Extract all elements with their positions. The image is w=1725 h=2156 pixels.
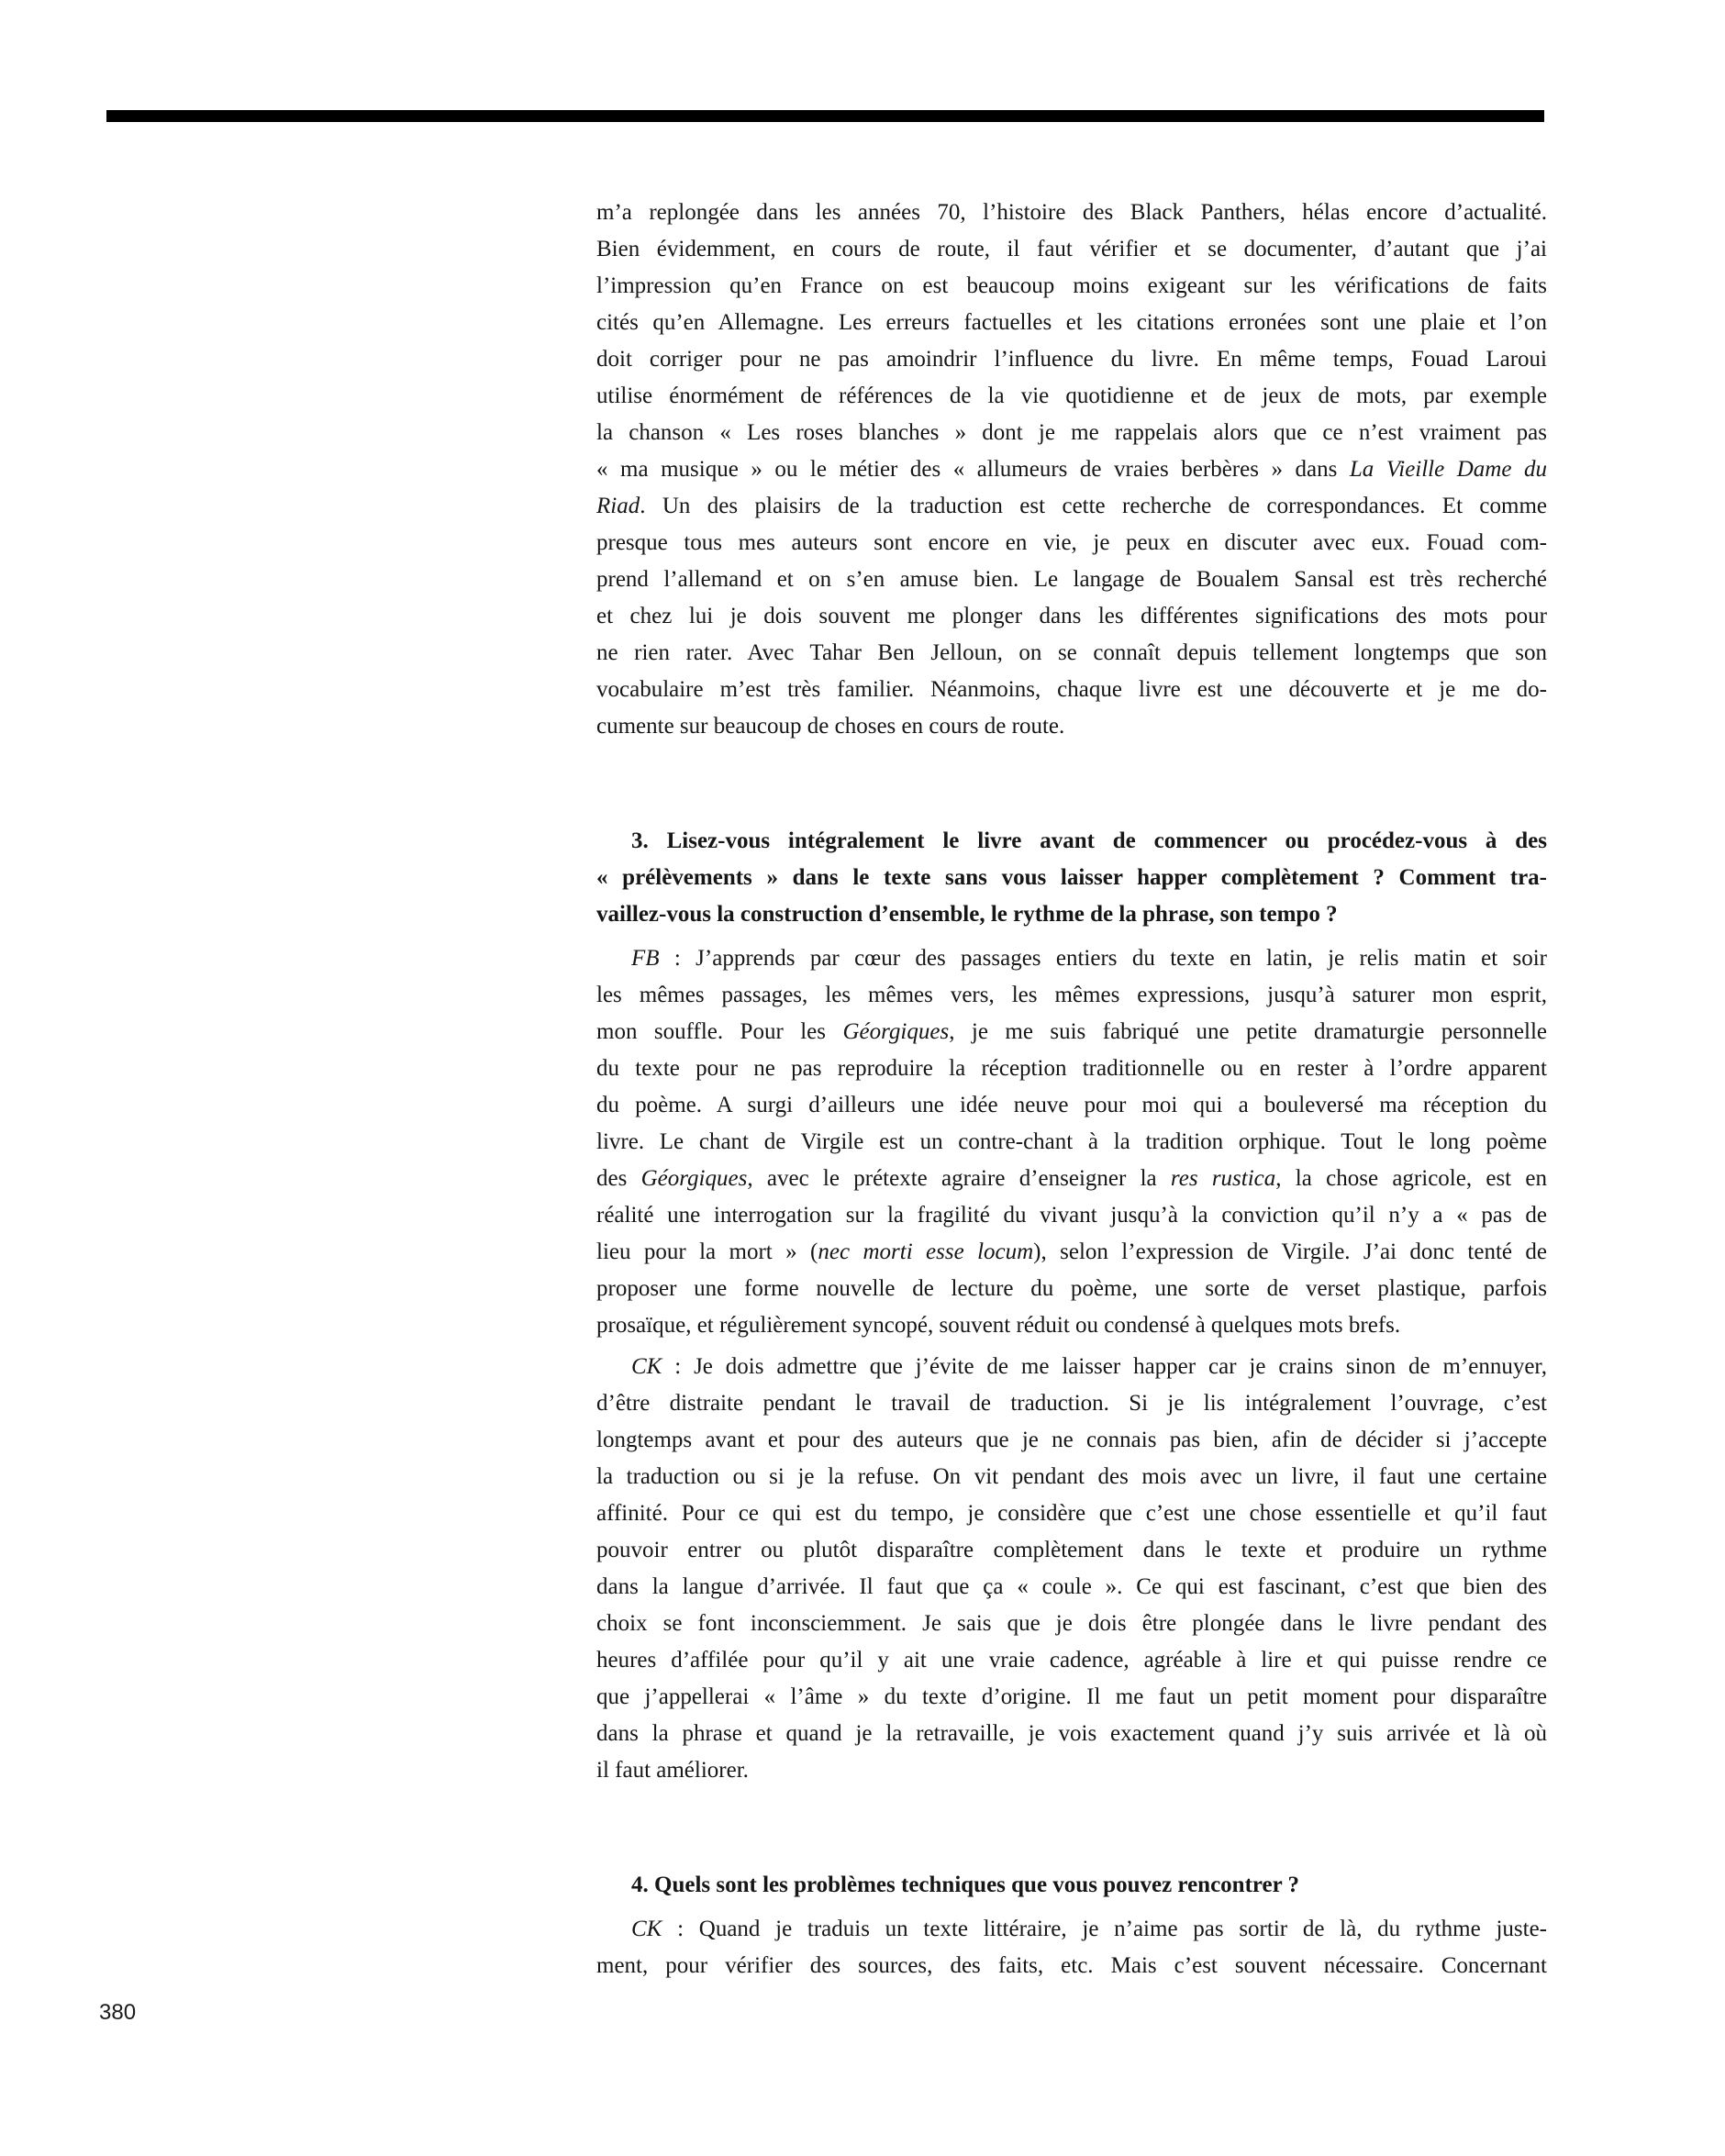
text-line	[596, 1161, 1547, 1197]
text-line	[596, 1911, 1547, 1948]
body-text: lieu pour la mort » (	[596, 1239, 818, 1264]
text-line	[596, 1606, 1547, 1642]
text-line	[596, 1349, 1547, 1385]
body-text: les mêmes passages, les mêmes vers, les mêmes expressions, jusqu’à saturer mon esprit,	[596, 983, 1547, 1007]
text-line	[596, 672, 1547, 708]
body-text: heures d’affilée pour qu’il y ait une vraie cadence, agréable à lire et qui puisse rendre ce	[596, 1648, 1547, 1673]
italic-text: res rustica	[1170, 1166, 1276, 1191]
body-text: vocabulaire m’est très familier. Néanmoins, chaque livre est une découverte et je me do-	[596, 677, 1547, 702]
italic-text: La Vieille Dame du	[1349, 457, 1547, 482]
body-text: ne rien rater. Avec Tahar Ben Jelloun, on se connaît depuis tellement longtemps que son	[596, 640, 1547, 665]
body-text: ment, pour vérifier des sources, des faits, etc. Mais c’est souvent nécessaire. Concernant	[596, 1953, 1547, 1978]
body-text: livre. Le chant de Virgile est un contre-chant à la tradition orphique. Tout le long poème	[596, 1129, 1547, 1154]
body-text: cités qu’en Allemagne. Les erreurs factuelles et les citations erronées sont une plaie et l’on	[596, 310, 1547, 335]
page-number: 380	[99, 2000, 137, 2025]
body-text: prend l’allemand et on s’en amuse bien. Le langage de Boualem Sansal est très recherché	[596, 567, 1547, 592]
body-text: cumente sur beaucoup de choses en cours de route.	[596, 714, 1065, 739]
body-text: des	[596, 1166, 641, 1191]
text-line	[596, 708, 1547, 745]
text-line	[596, 561, 1547, 598]
body-text: : J’apprends par cœur des passages entiers du texte en latin, je relis matin et soir	[659, 946, 1547, 971]
body-text: 4. Quels sont les problèmes techniques que vous pouvez rencontrer ?	[631, 1873, 1300, 1897]
body-text: du texte pour ne pas reproduire la réception traditionnelle ou en rester à l’ordre apparent	[596, 1056, 1547, 1081]
text-line	[596, 1569, 1547, 1606]
body-text: longtemps avant et pour des auteurs que je ne connais pas bien, afin de décider si j’accepte	[596, 1428, 1547, 1452]
body-text: utilise énormément de références de la vie quotidienne et de jeux de mots, par exemple	[596, 383, 1547, 408]
text-line	[596, 1679, 1547, 1716]
body-text: mon souffle. Pour les	[596, 1019, 843, 1044]
text-line	[596, 415, 1547, 451]
text-line	[596, 940, 1547, 977]
body-text: , avec le prétexte agraire d’enseigner la	[747, 1166, 1171, 1191]
text-line	[596, 1716, 1547, 1752]
text-line	[596, 1271, 1547, 1307]
answer-ck	[596, 1349, 1547, 1789]
body-text: du poème. A surgi d’ailleurs une idée neuve pour moi qui a bouleversé ma réception du	[596, 1093, 1547, 1117]
text-line	[596, 598, 1547, 635]
italic-text: FB	[631, 946, 660, 971]
italic-text: nec morti esse locum	[818, 1239, 1034, 1264]
text-line	[596, 1014, 1547, 1050]
paragraph-continuation	[596, 194, 1547, 745]
body-text: la traduction ou si je la refuse. On vit pendant des mois avec un livre, il faut une certaine	[596, 1464, 1547, 1489]
text-line	[596, 635, 1547, 672]
body-text: , la chose agricole, est en	[1275, 1166, 1548, 1191]
body-text: , je me suis fabriqué une petite dramaturgie personnelle	[949, 1019, 1547, 1044]
text-column	[596, 194, 1547, 1984]
text-line	[596, 525, 1547, 561]
text-line	[596, 268, 1547, 305]
italic-text: CK	[631, 1354, 662, 1379]
text-line	[596, 1050, 1547, 1087]
body-text: prosaïque, et régulièrement syncopé, souvent réduit ou condensé à quelques mots brefs.	[596, 1313, 1401, 1338]
answer-fb	[596, 940, 1547, 1344]
body-text: dans la phrase et quand je la retravaille, je vois exactement quand j’y suis arrivée et là où	[596, 1721, 1547, 1746]
text-line	[596, 488, 1547, 525]
text-line	[596, 977, 1547, 1014]
italic-text: Géorgiques	[842, 1019, 950, 1044]
body-text: m’a replongée dans les années 70, l’histoire des Black Panthers, hélas encore d’actualité.	[596, 200, 1547, 225]
text-line	[596, 1948, 1547, 1984]
body-text: et chez lui je dois souvent me plonger dans les différentes significations des mots pour	[596, 604, 1547, 628]
italic-text: CK	[631, 1917, 662, 1941]
text-line	[596, 896, 1547, 933]
text-line	[596, 823, 1547, 860]
answer-ck-2	[596, 1911, 1547, 1984]
body-text: : Je dois admettre que j’évite de me laisser happer car je crains sinon de m’ennuyer,	[662, 1354, 1547, 1379]
text-line	[596, 1459, 1547, 1495]
text-line	[596, 1642, 1547, 1679]
text-line	[596, 1087, 1547, 1124]
body-text: « ma musique » ou le métier des « allumeurs de vraies berbères » dans	[596, 457, 1350, 482]
body-text: : Quand je traduis un texte littéraire, je n’aime pas sortir de là, du rythme juste-	[662, 1917, 1547, 1941]
text-line	[596, 194, 1547, 231]
text-line	[596, 1197, 1547, 1234]
text-line	[596, 1867, 1547, 1904]
body-text: « prélèvements » dans le texte sans vous laisser happer complètement ? Comment tra-	[596, 865, 1547, 890]
text-line	[596, 1752, 1547, 1789]
body-text: Bien évidemment, en cours de route, il faut vérifier et se documenter, d’autant que j’ai	[596, 237, 1547, 261]
body-text: vaillez-vous la construction d’ensemble, le rythme de la phrase, son tempo ?	[596, 902, 1338, 927]
body-text: la chanson « Les roses blanches » dont je me rappelais alors que ce n’est vraiment pas	[596, 420, 1547, 445]
body-text: dans la langue d’arrivée. Il faut que ça « coule ». Ce qui est fascinant, c’est que bien des	[596, 1574, 1547, 1599]
body-text: . Un des plaisirs de la traduction est cette recherche de correspondances. Et comme	[640, 494, 1547, 518]
text-line	[596, 860, 1547, 896]
text-line	[596, 305, 1547, 341]
body-text: pouvoir entrer ou plutôt disparaître complètement dans le texte et produire un rythme	[596, 1538, 1547, 1562]
header-rule	[106, 110, 1544, 122]
italic-text: Géorgiques	[640, 1166, 748, 1191]
italic-text: Riad	[596, 494, 640, 518]
text-line	[596, 1307, 1547, 1344]
body-text: proposer une forme nouvelle de lecture du poème, une sorte de verset plastique, parfois	[596, 1276, 1547, 1301]
question-4	[596, 1867, 1547, 1904]
text-line	[596, 451, 1547, 488]
body-text: il faut améliorer.	[596, 1758, 749, 1783]
body-text: presque tous mes auteurs sont encore en vie, je peux en discuter avec eux. Fouad com-	[596, 530, 1547, 555]
body-text: choix se font inconsciemment. Je sais que je dois être plongée dans le livre pendant des	[596, 1611, 1547, 1636]
body-text: que j’appellerai « l’âme » du texte d’origine. Il me faut un petit moment pour disparaître	[596, 1684, 1547, 1709]
text-line	[596, 1495, 1547, 1532]
text-line	[596, 231, 1547, 268]
text-line	[596, 1385, 1547, 1422]
body-text: doit corriger pour ne pas amoindrir l’influence du livre. En même temps, Fouad Laroui	[596, 347, 1547, 372]
text-line	[596, 1422, 1547, 1459]
text-line	[596, 341, 1547, 378]
body-text: d’être distraite pendant le travail de traduction. Si je lis intégralement l’ouvrage, c’est	[596, 1391, 1547, 1416]
text-line	[596, 1234, 1547, 1271]
body-text: l’impression qu’en France on est beaucoup moins exigeant sur les vérifications de faits	[596, 273, 1547, 298]
body-text: ), selon l’expression de Virgile. J’ai donc tenté de	[1033, 1239, 1547, 1264]
text-line	[596, 378, 1547, 415]
body-text: 3. Lisez-vous intégralement le livre avant de commencer ou procédez-vous à des	[631, 828, 1547, 853]
body-text: affinité. Pour ce qui est du tempo, je considère que c’est une chose essentielle et qu’il faut	[596, 1501, 1547, 1526]
body-text: réalité une interrogation sur la fragilité du vivant jusqu’à la conviction qu’il n’y a « pas de	[596, 1203, 1547, 1228]
text-line	[596, 1124, 1547, 1161]
question-3	[596, 823, 1547, 933]
text-line	[596, 1532, 1547, 1569]
